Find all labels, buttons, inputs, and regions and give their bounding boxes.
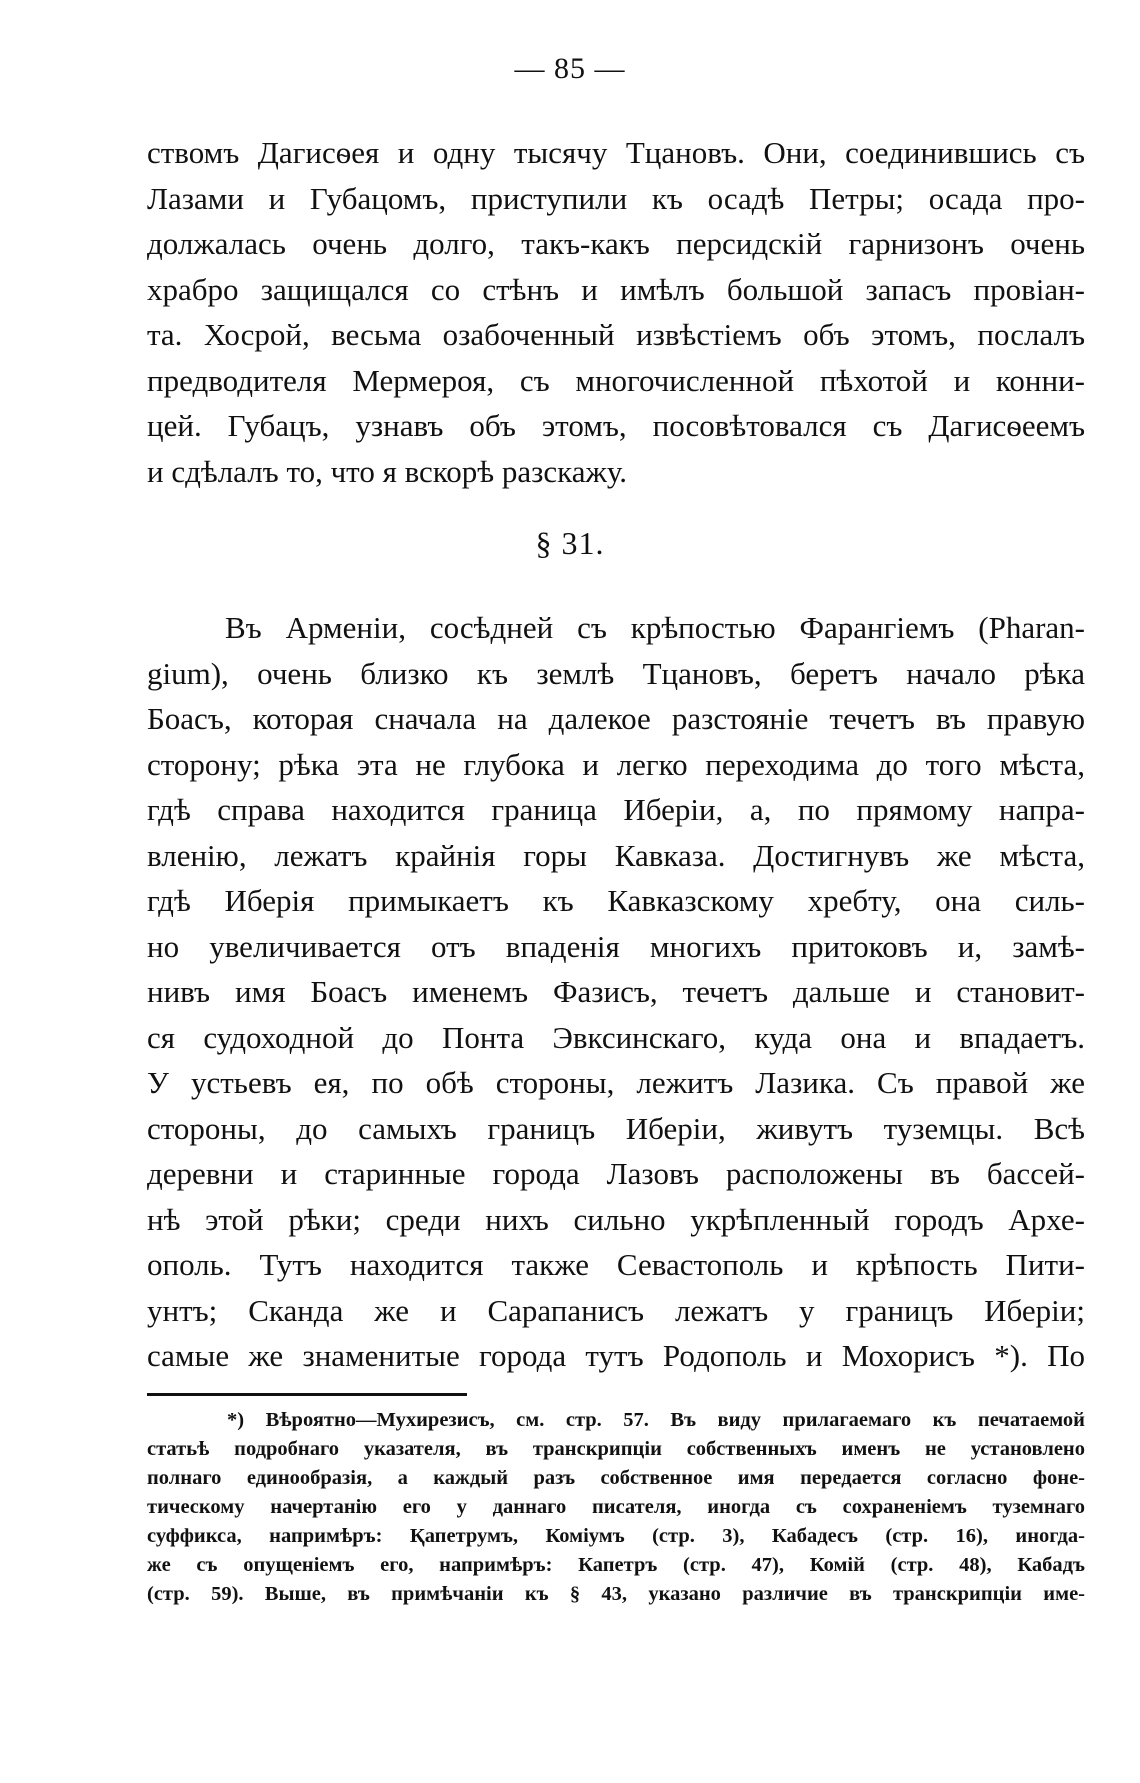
text-line: ся судоходной до Понта Эвксинскаго, куда она и впадаетъ. [147, 1019, 1085, 1055]
text-line: вленію, лежатъ крайнія горы Кавказа. Достигнувъ же мѣста, [147, 837, 1085, 873]
text-line: сторону; рѣка эта не глубока и легко переходима до того мѣста, [147, 746, 1085, 782]
text-line: но увеличивается отъ впаденія многихъ притоковъ и, замѣ- [147, 928, 1085, 964]
text-line: gium), очень близко къ землѣ Тцановъ, беретъ начало рѣка [147, 655, 1085, 691]
text-line: цей. Губацъ, узнавъ объ этомъ, посовѣтовался съ Дагисѳеемъ [147, 408, 1085, 443]
text-line: храбро защищался со стѣнъ и имѣлъ большой запасъ провіан- [147, 271, 1085, 307]
paragraph-2 [147, 605, 1085, 1379]
text-line: гдѣ Иберія примыкаетъ къ Кавказскому хребту, она силь- [147, 883, 1085, 918]
text-line: У устьевъ ея, по обѣ стороны, лежитъ Лазика. Съ правой же [147, 1065, 1085, 1100]
footnote-line: тическому начертанію его у даннаго писателя, иногда съ сохраненіемъ туземнаго [147, 1496, 1085, 1518]
text-line: Лазами и Губацомъ, приступили къ осадѣ Петры; осада про- [147, 180, 1085, 216]
footnote-line: же съ опущеніемъ его, напримѣръ: Капетръ (стр. 47), Комій (стр. 48), Кабадъ [147, 1554, 1085, 1576]
text-line: нивъ имя Боасъ именемъ Фазисъ, течетъ дальше и становит- [147, 974, 1085, 1009]
text-line: унтъ; Сканда же и Сарапанисъ лежатъ у границъ Иберіи; [147, 1292, 1085, 1328]
text-line: должалась очень долго, такъ-какъ персидскій гарнизонъ очень [147, 226, 1085, 261]
text-line: Боасъ, которая сначала на далекое разстояніе течетъ въ правую [147, 701, 1085, 736]
text-line: предводителя Мермероя, съ многочисленной пѣхотой и конни- [147, 362, 1085, 398]
footnote [147, 1406, 1085, 1609]
paragraph-1 [147, 130, 1085, 494]
text-line: ополь. Тутъ находится также Севастополь и крѣпость Пити- [147, 1247, 1085, 1282]
text-line: нѣ этой рѣки; среди нихъ сильно укрѣпленный городъ Архе- [147, 1201, 1085, 1237]
footnote-line: *) Вѣроятно—Мухирезисъ, см. стр. 57. Въ виду прилагаемаго къ печатаемой [227, 1409, 1085, 1431]
footnote-line: (стр. 59). Выше, въ примѣчаніи къ § 43, указано различие въ транскрипціи име- [147, 1583, 1085, 1605]
footnote-line: статьѣ подробнаго указателя, въ транскрипціи собственныхъ именъ не установлено [147, 1438, 1085, 1460]
text-line: деревни и старинные города Лазовъ расположены въ бассей- [147, 1156, 1085, 1191]
footnote-divider [147, 1393, 467, 1396]
page-number: — 85 — [514, 52, 626, 85]
footnote-line: суффикса, напримѣръ: Қапетрумъ, Коміумъ (стр. 3), Кабадесъ (стр. 16), иногда- [147, 1525, 1085, 1547]
text-line: и сдѣлалъ то, что я вскорѣ разскажу. [147, 453, 628, 489]
text-line: самые же знаменитые города тутъ Родополь и Мохорисъ *). По [147, 1338, 1085, 1373]
text-line: стороны, до самыхъ границъ Иберіи, живутъ туземцы. Всѣ [147, 1110, 1085, 1146]
text-line: гдѣ справа находится граница Иберіи, а, по прямому напра- [147, 792, 1085, 827]
section-heading: § 31. [535, 525, 605, 561]
text-line: ствомъ Дагисѳея и одну тысячу Тцановъ. Они, соединившись съ [147, 135, 1085, 170]
text-line: та. Хосрой, весьма озабоченный извѣстіемъ объ этомъ, послалъ [147, 317, 1085, 352]
footnote-line: полнаго единообразія, а каждый разъ собственное имя передается согласно фоне- [147, 1467, 1085, 1489]
text-line: Въ Арменіи, сосѣдней съ крѣпостью Фарангіемъ (Pharan- [225, 610, 1085, 645]
